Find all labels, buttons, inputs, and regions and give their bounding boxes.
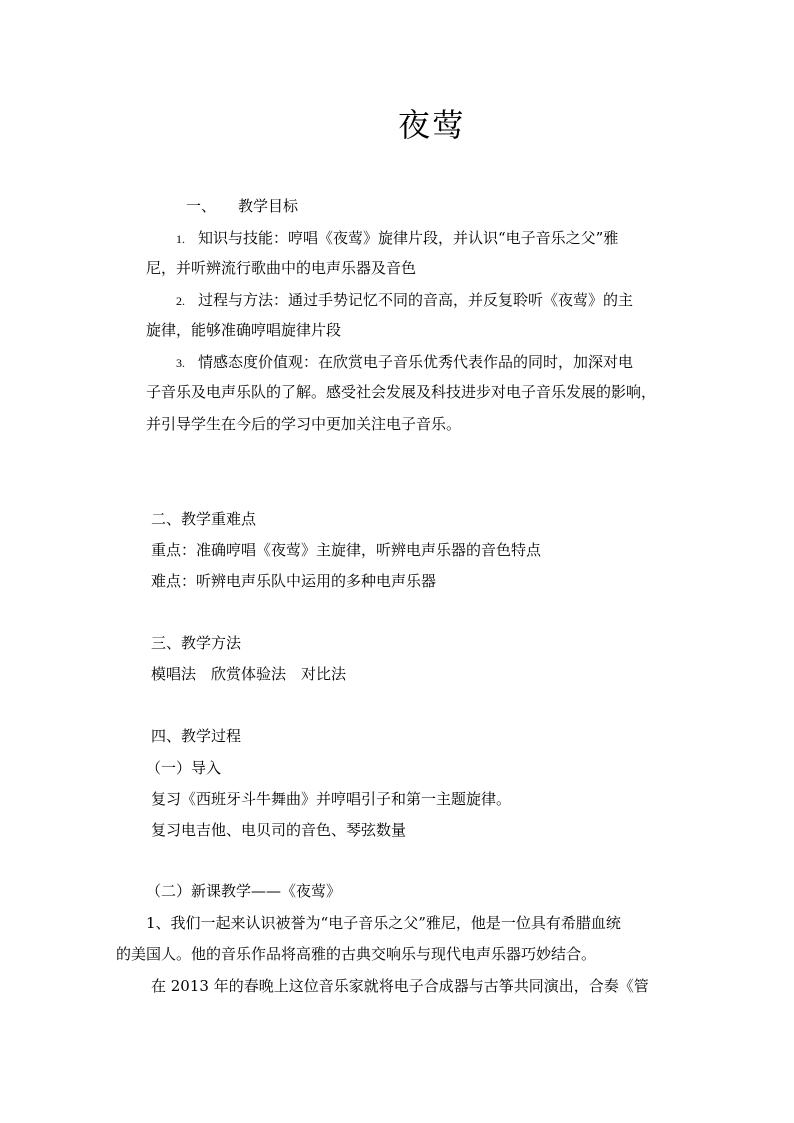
section-2-heading: 二、教学重难点 bbox=[151, 510, 257, 528]
intro-line-1: 复习《西班牙斗牛舞曲》并哼唱引子和第一主题旋律。 bbox=[151, 790, 512, 808]
objective-1-line-2: 尼，并听辨流行歌曲中的电声乐器及音色 bbox=[146, 259, 417, 277]
section-1-marker: 一、 bbox=[186, 197, 217, 215]
objective-1-number: 1. bbox=[176, 232, 185, 246]
objective-3-line-1: 3. 情感态度价值观：在欣赏电子音乐优秀代表作品的同时，加深对电 bbox=[176, 353, 634, 371]
intro-line-2: 复习电吉他、电贝司的音色、琴弦数量 bbox=[151, 821, 407, 839]
paragraph-1-line-1: 1、我们一起来认识被誉为“电子音乐之父”雅尼，他是一位具有希腊血统 bbox=[146, 914, 621, 932]
subsection-new-lesson-heading: （二）新课教学——《夜莺》 bbox=[146, 882, 342, 900]
section-1-heading bbox=[186, 196, 298, 216]
subsection-intro-heading: （一）导入 bbox=[146, 759, 222, 777]
key-point-text: 重点：准确哼唱《夜莺》主旋律，听辨电声乐器的音色特点 bbox=[151, 541, 542, 559]
objective-2-line-1: 2. 过程与方法：通过手势记忆不同的音高，并反复聆听《夜莺》的主 bbox=[176, 291, 634, 309]
paragraph-1-line-2: 的美国人。他的音乐作品将高雅的古典交响乐与现代电声乐器巧妙结合。 bbox=[116, 945, 597, 963]
difficulty-text: 难点：听辨电声乐队中运用的多种电声乐器 bbox=[151, 572, 437, 590]
objective-2-line-2: 旋律，能够准确哼唱旋律片段 bbox=[146, 321, 342, 339]
teaching-methods-text: 模唱法 欣赏体验法 对比法 bbox=[151, 665, 347, 683]
page-title: 夜莺 bbox=[397, 106, 466, 144]
section-1-title: 教学目标 bbox=[238, 197, 299, 215]
objective-1-line-1: 1. 知识与技能：哼唱《夜莺》旋律片段，并认识“电子音乐之父”雅 bbox=[176, 229, 619, 247]
objective-3-line-2: 子音乐及电声乐队的了解。感受社会发展及科技进步对电子音乐发展的影响， bbox=[146, 383, 657, 401]
objective-2-number: 2. bbox=[176, 294, 185, 308]
section-4-heading: 四、教学过程 bbox=[151, 727, 242, 745]
paragraph-2-line-1: 在 2013 年的春晚上这位音乐家就将电子合成器与古筝共同演出，合奏《管 bbox=[151, 977, 649, 995]
objective-3-number: 3. bbox=[176, 356, 185, 370]
section-3-heading: 三、教学方法 bbox=[151, 634, 242, 652]
objective-3-line-3: 并引导学生在今后的学习中更加关注电子音乐。 bbox=[146, 415, 462, 433]
